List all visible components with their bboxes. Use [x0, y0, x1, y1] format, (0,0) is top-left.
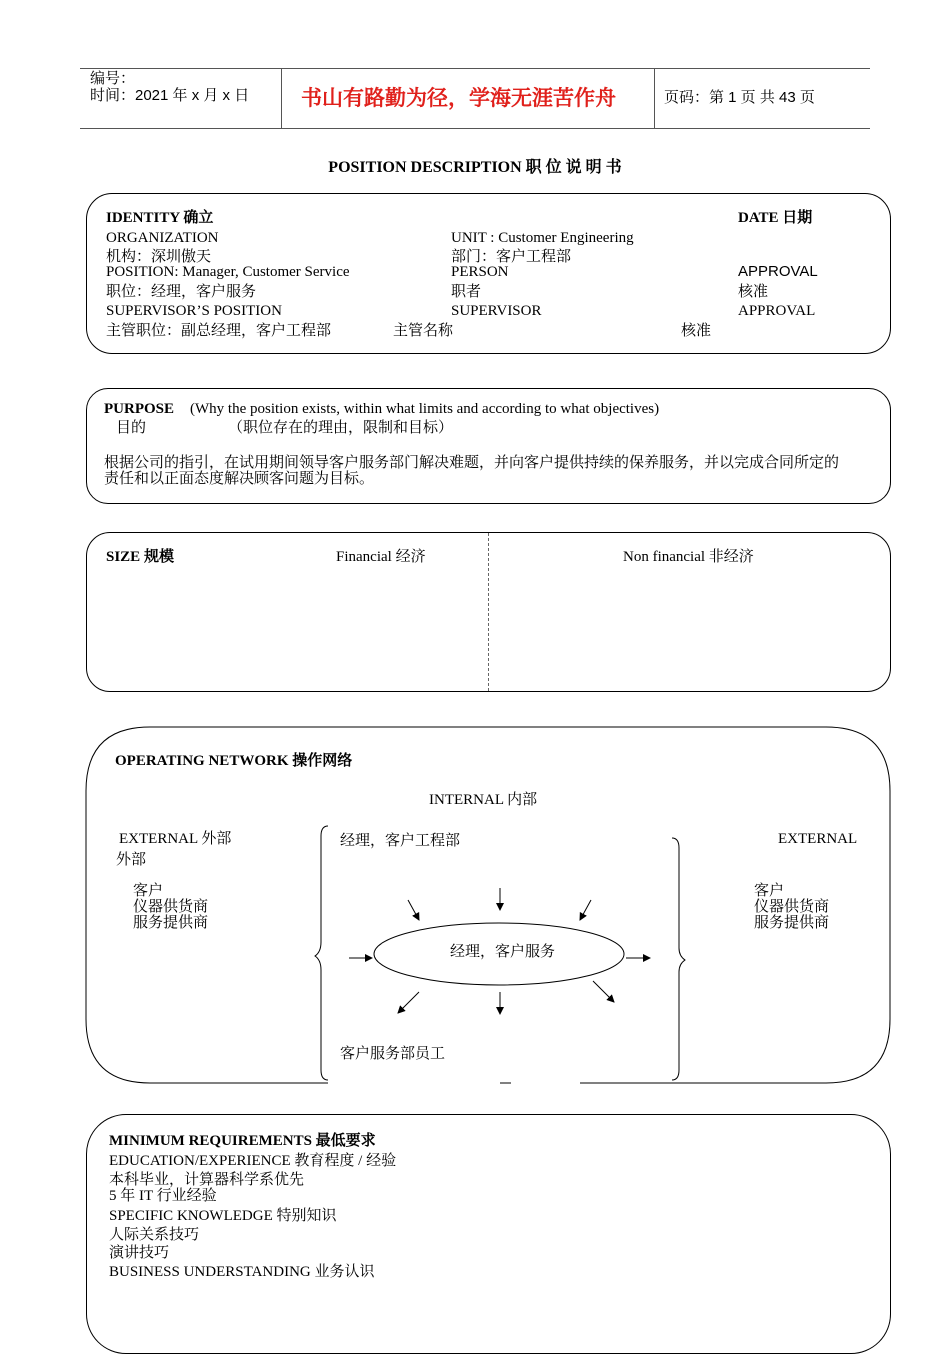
- position-value: 职位：经理，客户服务: [106, 284, 257, 300]
- person-label: PERSON: [451, 264, 509, 280]
- education-line-1: 本科毕业，计算器科学系优先: [109, 1172, 305, 1188]
- unit-label: UNIT : Customer Engineering: [451, 230, 634, 246]
- education-label: EDUCATION/EXPERIENCE 教育程度 / 经验: [109, 1153, 397, 1169]
- supervisor-name-value: 主管名称: [393, 323, 454, 339]
- approval-label-1: APPROVAL: [738, 263, 818, 280]
- header-number-label: 编号：: [90, 70, 136, 87]
- network-heading: OPERATING NETWORK 操作网络: [115, 753, 353, 769]
- left-item-1: 客户: [133, 883, 164, 899]
- purpose-text-line2: 责任和以正面态度解决顾客问题为目标。: [104, 471, 375, 487]
- identity-heading: IDENTITY 确立: [106, 210, 214, 226]
- left-item-3: 服务提供商: [133, 915, 209, 931]
- purpose-heading: PURPOSE: [104, 401, 175, 417]
- arrow-out-bottom-right: [593, 981, 614, 1002]
- requirements-section: [86, 1114, 891, 1354]
- knowledge-line-1: 人际关系技巧: [109, 1227, 200, 1243]
- knowledge-line-2: 演讲技巧: [109, 1245, 170, 1261]
- arrow-in-top-left: [408, 900, 419, 920]
- right-item-3: 服务提供商: [754, 915, 830, 931]
- supervisor-position-value: 主管职位：副总经理，客户工程部: [106, 323, 332, 339]
- right-item-1: 客户: [754, 883, 785, 899]
- right-item-2: 仪器供货商: [754, 899, 830, 915]
- size-non-financial-label: Non financial 非经济: [623, 549, 754, 565]
- header-time-label: 时间：2021 年 x 月 x 日: [90, 87, 250, 104]
- supervisor-position-label: SUPERVISOR’S POSITION: [106, 303, 282, 319]
- date-label: DATE 日期: [738, 210, 813, 226]
- header-page-info: 页码：第 1 页 共 43 页: [664, 89, 815, 106]
- size-heading: SIZE 规模: [106, 549, 174, 565]
- purpose-heading-cn: 目的: [116, 420, 147, 436]
- arrow-in-top-right: [580, 900, 591, 920]
- external-right-label: EXTERNAL: [778, 831, 858, 847]
- external-left-label: EXTERNAL 外部: [119, 831, 232, 847]
- approval-label-2: APPROVAL: [738, 303, 816, 319]
- supervisor-label: SUPERVISOR: [451, 303, 542, 319]
- organization-label: ORGANIZATION: [106, 230, 219, 246]
- right-brace: [672, 838, 685, 1080]
- education-line-2: 5 年 IT 行业经验: [109, 1188, 217, 1204]
- knowledge-label: SPECIFIC KNOWLEDGE 特别知识: [109, 1208, 337, 1224]
- bottom-node-label: 客户服务部员工: [340, 1046, 446, 1062]
- organization-value: 机构：深圳傲天: [106, 249, 212, 265]
- purpose-heading-note: (Why the position exists, within what limits and according to what objectives): [190, 401, 660, 417]
- size-financial-label: Financial 经济: [336, 549, 426, 565]
- left-brace: [315, 826, 328, 1080]
- position-label: POSITION: Manager, Customer Service: [106, 264, 350, 280]
- approval-value-2: 核准: [681, 323, 712, 339]
- left-item-2: 仪器供货商: [133, 899, 209, 915]
- business-label: BUSINESS UNDERSTANDING 业务认识: [109, 1264, 375, 1280]
- arrow-out-bottom-left: [398, 992, 419, 1013]
- purpose-heading-note-cn: （职位存在的理由，限制和目标）: [228, 420, 454, 436]
- person-value: 职者: [451, 284, 482, 300]
- unit-value: 部门：客户工程部: [451, 249, 572, 265]
- top-node-label: 经理，客户工程部: [340, 833, 461, 849]
- document-title: POSITION DESCRIPTION 职 位 说 明 书: [328, 159, 622, 176]
- center-node-label: 经理，客户服务: [450, 944, 556, 960]
- header-motto: 书山有路勤为径，学海无涯苦作舟: [301, 87, 616, 110]
- approval-value-1: 核准: [738, 284, 769, 300]
- internal-label: INTERNAL 内部: [429, 792, 538, 808]
- purpose-text-line1: 根据公司的指引，在试用期间领导客户服务部门解决难题，并向客户提供持续的保养服务，并以完成合同所定的: [104, 455, 840, 471]
- external-left-label-cn: 外部: [116, 852, 147, 868]
- requirements-heading: MINIMUM REQUIREMENTS 最低要求: [109, 1133, 376, 1149]
